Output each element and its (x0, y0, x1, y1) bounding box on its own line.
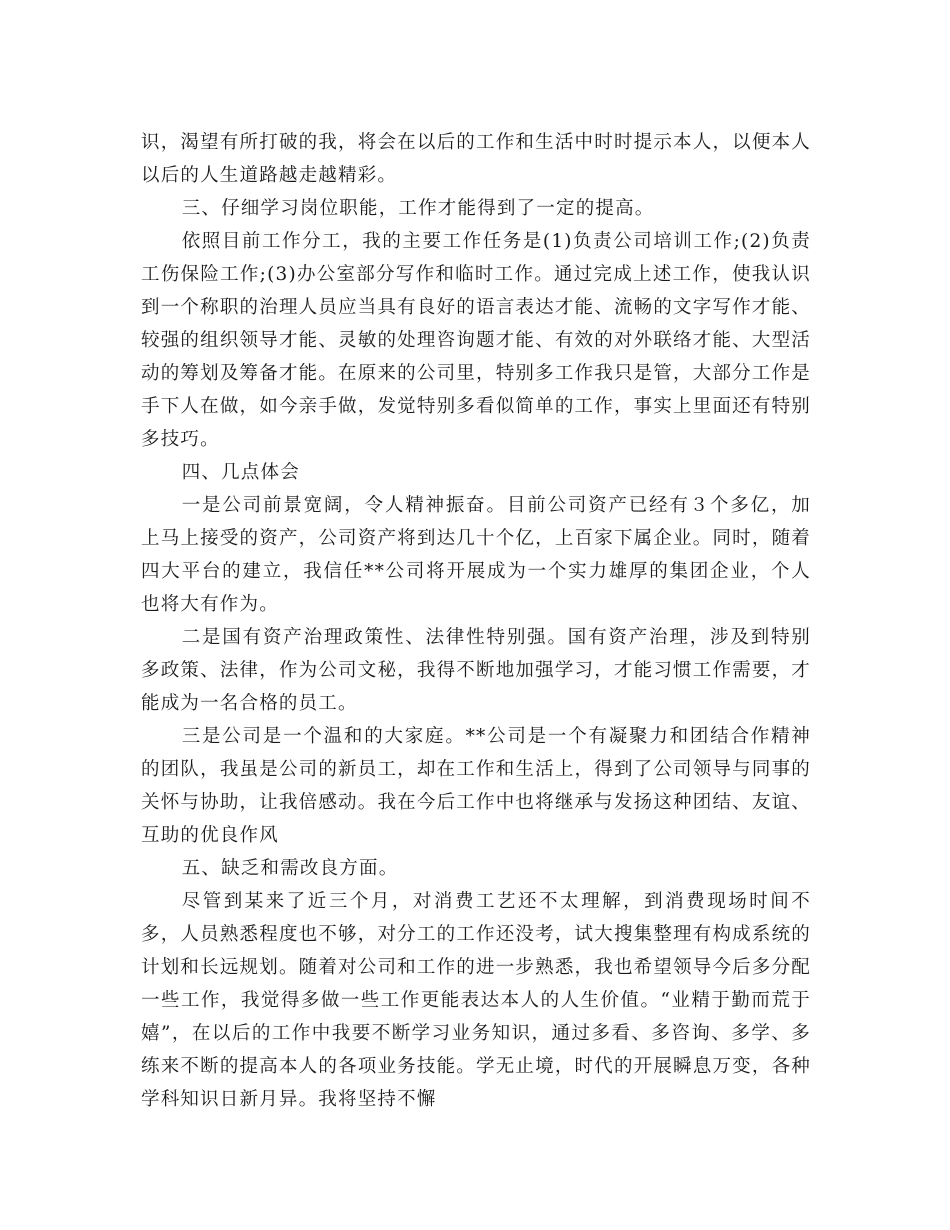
heading-section-five: 五、缺乏和需改良方面。 (181, 858, 399, 879)
paragraph-state-asset-policy: 二是国有资产治理政策性、法律性特别强。国有资产治理，涉及到特别多政策、法律，作为公司文秘，我得不断地加强学习，才能习惯工作需要，才能成为一名合格的员工。 (141, 627, 811, 714)
paragraph-company-family: 三是公司是一个温和的大家庭。**公司是一个有凝聚力和团结合作精神的团队，我虽是公司的新员工，却在工作和生活上，得到了公司领导与同事的关怀与协助，让我倍感动。我在今后工作中也将继承与发扬这种团结、友谊、互助的优良作风 (141, 726, 811, 846)
document-body (141, 126, 811, 1116)
paragraph-work-duties: 依照目前工作分工，我的主要工作任务是(1)负责公司培训工作;(2)负责工伤保险工作;(3)办公室部分写作和临时工作。通过完成上述工作，使我认识到一个称职的治理人员应当具有良好的语言表达才能、流畅的文字写作才能、较强的组织领导才能、灵敏的处理咨询题才能、有效的对外联络才能、大型活动的筹划及筹备才能。在原来的公司里，特别多工作我只是管，大部分工作是手下人在做，如今亲手做，发觉特别多看似简单的工作，事实上里面还有特别多技巧。 (141, 231, 811, 450)
paragraph-continuation: 识，渴望有所打破的我，将会在以后的工作和生活中时时提示本人，以便本人以后的人生道路越走越精彩。 (141, 132, 811, 186)
heading-section-three: 三、仔细学习岗位职能，工作才能得到了一定的提高。 (181, 198, 655, 219)
paragraph-improvements: 尽管到某来了近三个月，对消费工艺还不太理解，到消费现场时间不多，人员熟悉程度也不够，对分工的工作还没考，试大搜集整理有构成系统的计划和长远规划。随着对公司和工作的进一步熟悉，我也希望领导今后多分配一些工作，我觉得多做一些工作更能表达本人的人生价值。“业精于勤而荒于嬉”，在以后的工作中我要不断学习业务知识，通过多看、多咨询、多学、多练来不断的提高本人的各项业务技能。学无止境，时代的开展瞬息万变，各种学科知识日新月异。我将坚持不懈 (141, 891, 811, 1110)
paragraph-company-prospects: 一是公司前景宽阔，令人精神振奋。目前公司资产已经有３个多亿，加上马上接受的资产，公司资产将到达几十个亿，上百家下属企业。同时，随着四大平台的建立，我信任**公司将开展成为一个实力雄厚的集团企业，个人也将大有作为。 (141, 495, 811, 615)
heading-section-four: 四、几点体会 (181, 462, 300, 483)
